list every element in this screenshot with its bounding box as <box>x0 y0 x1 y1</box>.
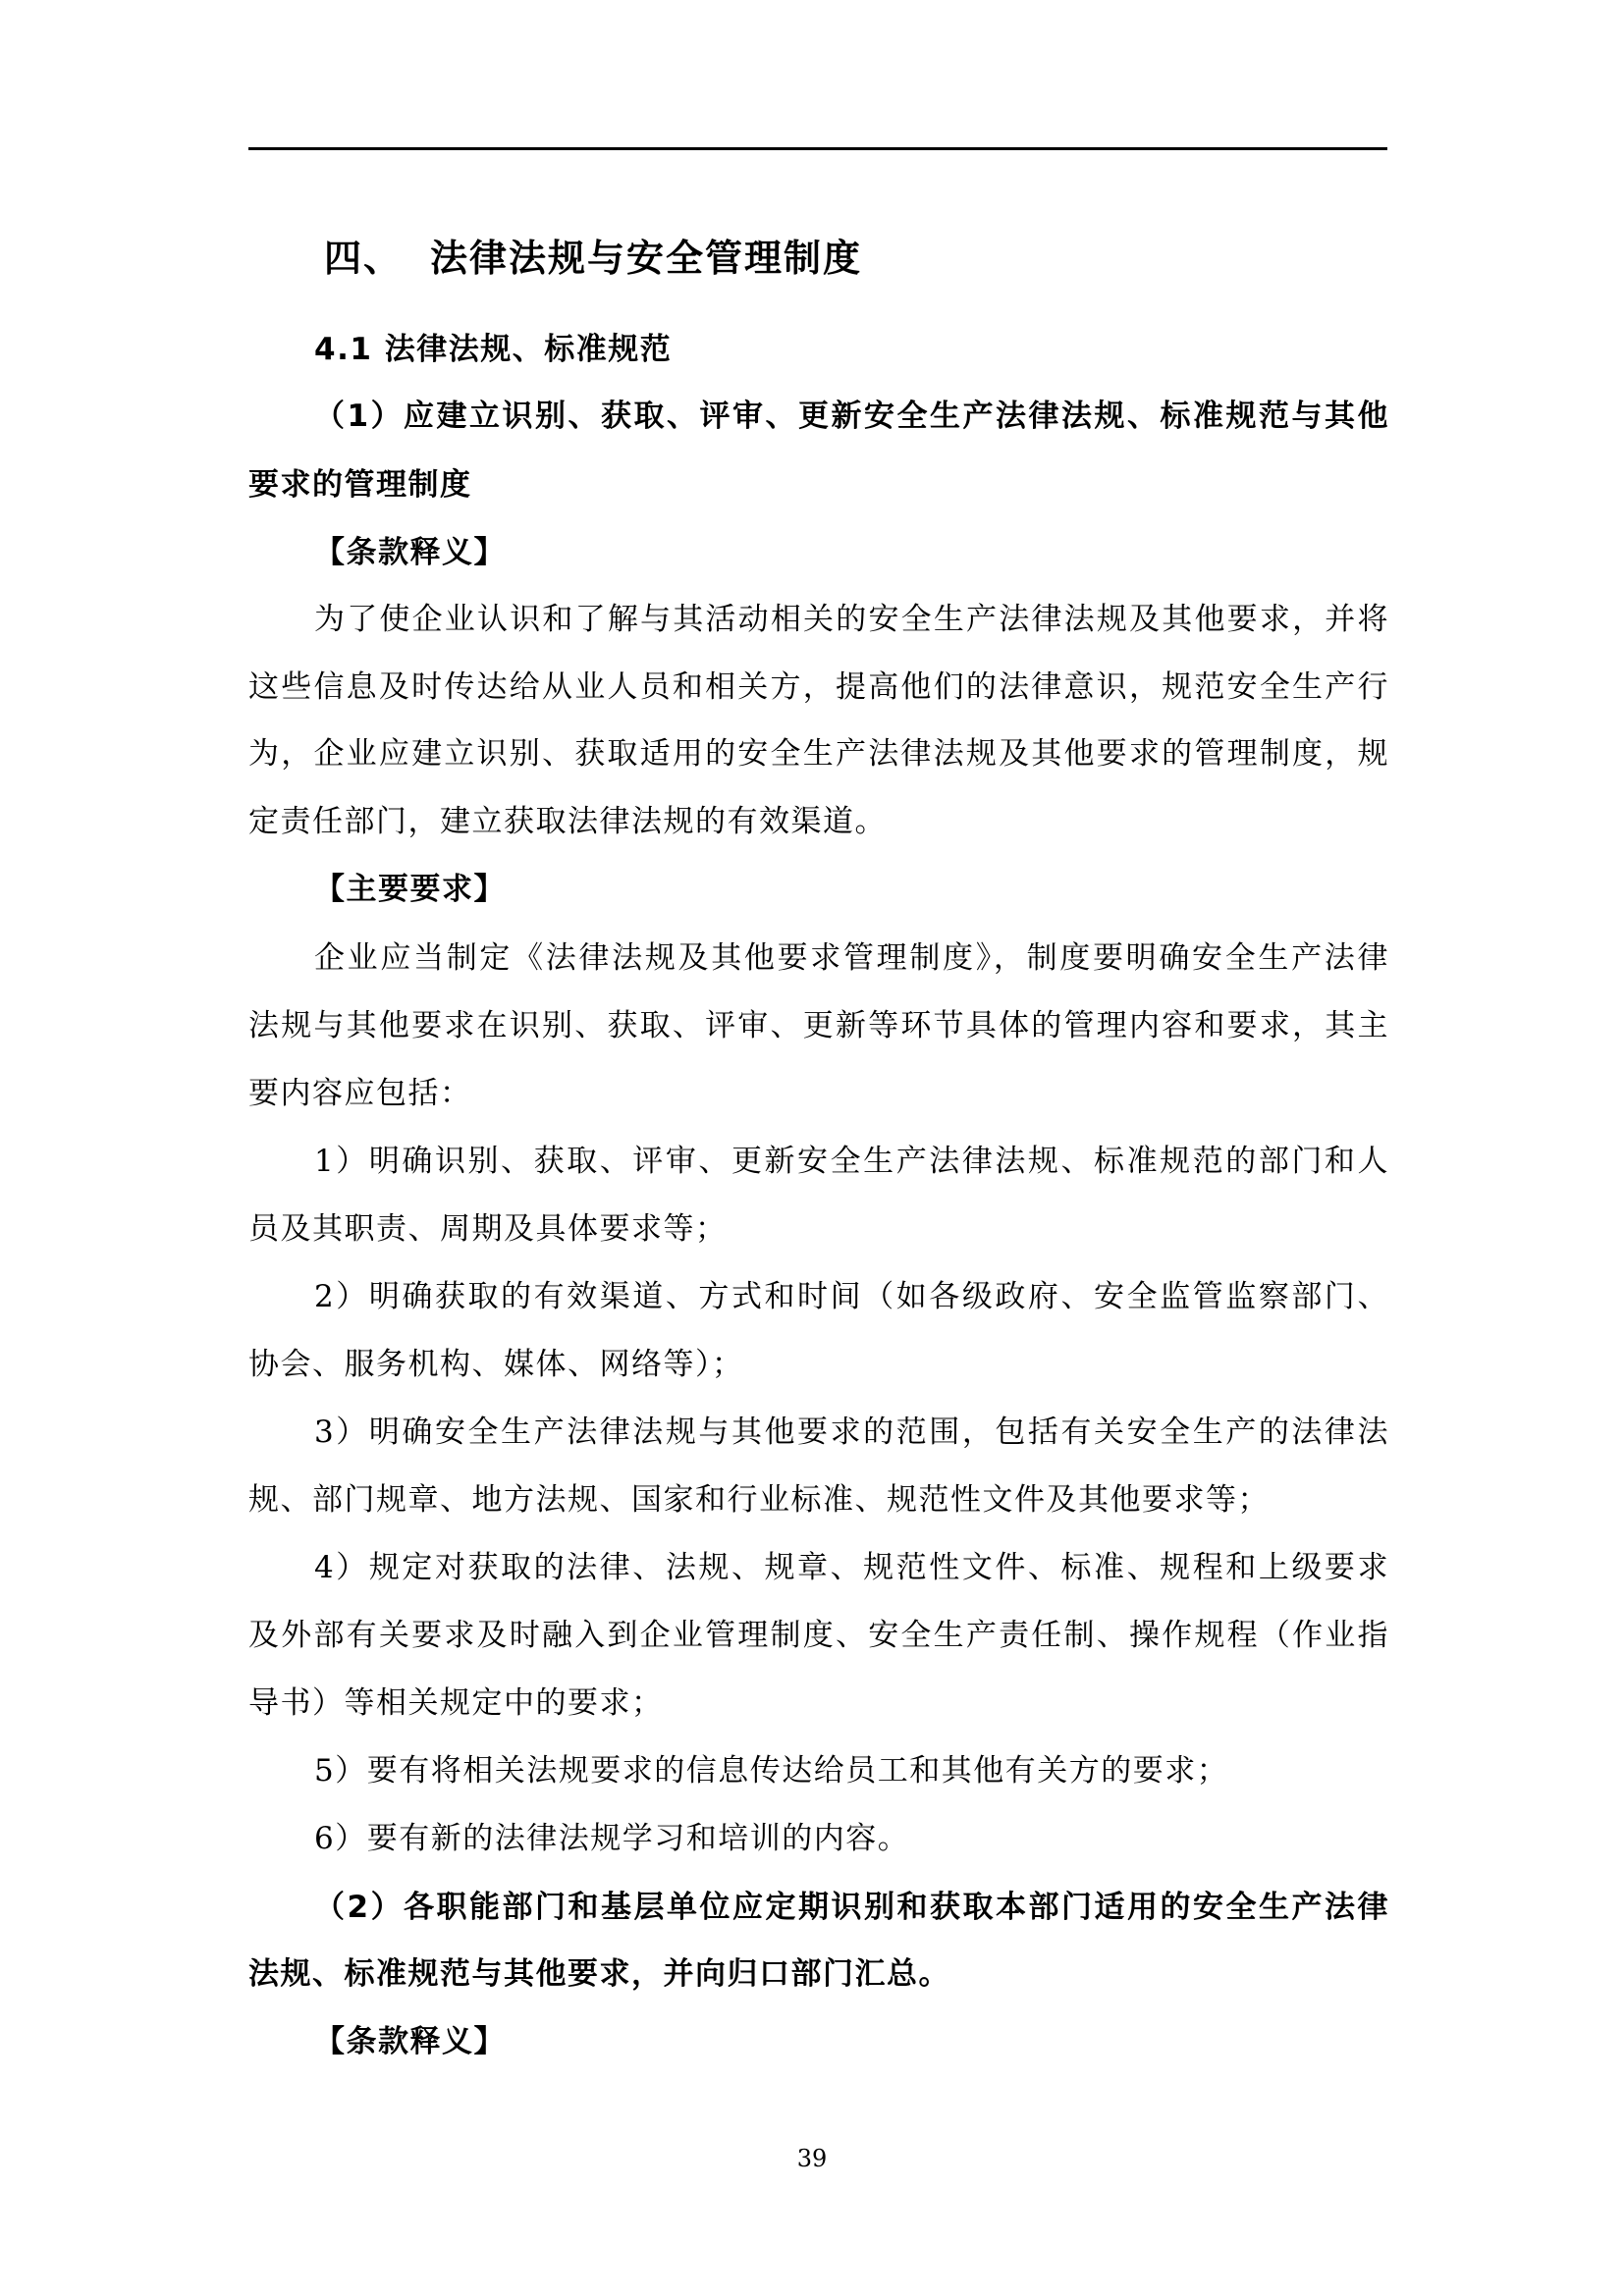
list-item-line: 导书）等相关规定中的要求； <box>248 1685 664 1721</box>
header-rule <box>248 147 1387 150</box>
item2-heading-line: 法规、标准规范与其他要求，并向归口部门汇总。 <box>248 1956 950 1992</box>
paragraph-line: 企业应当制定《法律法规及其他要求管理制度》，制度要明确安全生产法律 <box>314 940 1389 976</box>
item1-heading-line: （1）应建立识别、获取、评审、更新安全生产法律法规、标准规范与其他 <box>314 399 1389 434</box>
paragraph-line: 定责任部门，建立获取法律法规的有效渠道。 <box>248 804 887 839</box>
list-item-line: 6）要有新的法律法规学习和培训的内容。 <box>314 1821 910 1856</box>
paragraph-line: 法规与其他要求在识别、获取、评审、更新等环节具体的管理内容和要求，其主 <box>248 1008 1389 1043</box>
paragraph-line: 为，企业应建立识别、获取适用的安全生产法律法规及其他要求的管理制度，规 <box>248 736 1389 772</box>
list-item-line: 员及其职责、周期及具体要求等； <box>248 1211 728 1247</box>
list-item-line: 协会、服务机构、媒体、网络等）； <box>248 1347 744 1382</box>
section-title: 法律法规与安全管理制度 <box>430 237 863 280</box>
list-item-line: 1）明确识别、获取、评审、更新安全生产法律法规、标准规范的部门和人 <box>314 1144 1389 1179</box>
section-heading <box>324 228 862 282</box>
list-item-line: 及外部有关要求及时融入到企业管理制度、安全生产责任制、操作规程（作业指 <box>248 1618 1389 1653</box>
list-item-line: 2）明确获取的有效渠道、方式和时间（如各级政府、安全监管监察部门、 <box>314 1279 1389 1314</box>
paragraph-line: 要内容应包括： <box>248 1076 472 1111</box>
section-number: 四、 <box>324 237 404 280</box>
list-item-line: 3）明确安全生产法律法规与其他要求的范围，包括有关安全生产的法律法 <box>314 1415 1389 1450</box>
list-item-line: 规、部门规章、地方法规、国家和行业标准、规范性文件及其他要求等； <box>248 1482 1270 1518</box>
list-item-line: 4）规定对获取的法律、法规、规章、规范性文件、标准、规程和上级要求 <box>314 1550 1389 1585</box>
main-requirements-label: 【主要要求】 <box>314 872 506 907</box>
item1-heading-line: 要求的管理制度 <box>248 467 472 503</box>
subsection-heading: 4.1 法律法规、标准规范 <box>314 332 673 367</box>
paragraph-line: 为了使企业认识和了解与其活动相关的安全生产法律法规及其他要求，并将 <box>314 602 1389 637</box>
item2-heading-line: （2）各职能部门和基层单位应定期识别和获取本部门适用的安全生产法律 <box>314 1890 1389 1925</box>
clause-interpretation-label: 【条款释义】 <box>314 535 506 570</box>
paragraph-line: 这些信息及时传达给从业人员和相关方，提高他们的法律意识，规范安全生产行 <box>248 669 1389 705</box>
clause-interpretation-label: 【条款释义】 <box>314 2024 506 2059</box>
page-number: 39 <box>796 2145 828 2172</box>
list-item-line: 5）要有将相关法规要求的信息传达给员工和其他有关方的要求； <box>314 1753 1229 1789</box>
